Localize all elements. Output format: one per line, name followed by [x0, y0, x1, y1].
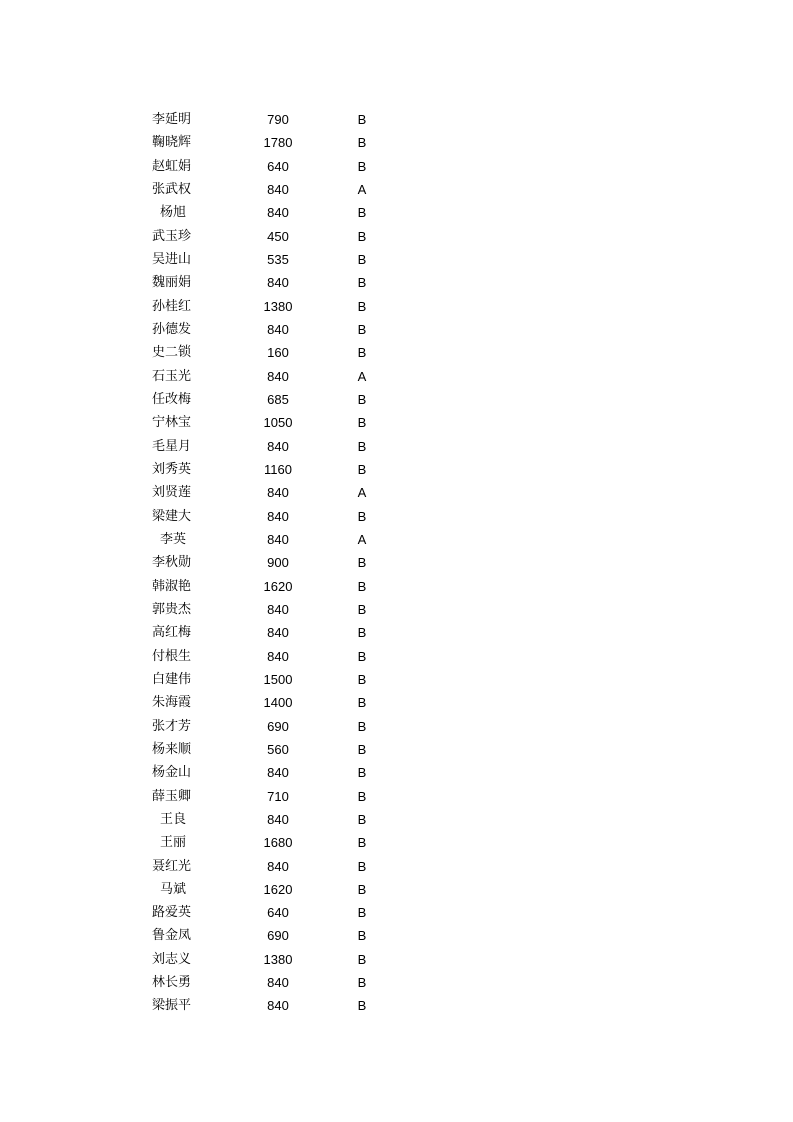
grade-cell: B [357, 928, 367, 944]
table-row [0, 341, 793, 364]
amount-cell: 840 [267, 648, 289, 664]
table-row [0, 785, 793, 808]
grade-cell: B [357, 112, 367, 127]
amount-cell: 1620 [263, 881, 293, 897]
name-cell: 梁建大 [152, 508, 192, 524]
grade-cell: A [357, 368, 367, 384]
name-cell: 李英 [160, 531, 187, 547]
name-cell: 杨金山 [152, 765, 192, 781]
amount-cell: 1680 [263, 835, 293, 851]
table-row [0, 528, 793, 551]
grade-cell: B [357, 555, 367, 571]
amount-cell: 1780 [263, 135, 293, 151]
name-cell: 高红梅 [152, 625, 192, 641]
table-row [0, 365, 793, 388]
grade-cell: B [357, 765, 367, 781]
table-row [0, 108, 793, 131]
amount-cell: 840 [267, 275, 289, 291]
amount-cell: 840 [267, 321, 289, 337]
grade-cell: A [357, 485, 367, 501]
grade-cell: B [357, 671, 367, 687]
amount-cell: 535 [267, 251, 289, 267]
table-row [0, 505, 793, 528]
table-row [0, 225, 793, 248]
table-row [0, 621, 793, 644]
table-row [0, 738, 793, 761]
name-cell: 史二锁 [152, 345, 192, 361]
amount-cell: 710 [267, 788, 289, 804]
amount-cell: 840 [267, 205, 289, 221]
table-row [0, 645, 793, 668]
name-cell: 刘贤莲 [152, 485, 192, 501]
amount-cell: 690 [267, 928, 289, 944]
name-cell: 宁林宝 [152, 415, 192, 431]
table-row [0, 575, 793, 598]
grade-cell: B [357, 648, 367, 664]
amount-cell: 840 [267, 811, 289, 827]
table-row [0, 668, 793, 691]
grade-cell: B [357, 578, 367, 594]
grade-cell: B [357, 788, 367, 804]
amount-cell: 560 [267, 741, 289, 757]
table-row [0, 971, 793, 994]
grade-cell: B [357, 625, 367, 641]
grade-cell: B [357, 135, 367, 151]
table-row [0, 761, 793, 784]
name-cell: 薛玉卿 [152, 788, 192, 804]
name-cell: 李延明 [152, 112, 192, 127]
table-row [0, 551, 793, 574]
table-row [0, 831, 793, 854]
amount-cell: 1380 [263, 951, 293, 967]
amount-cell: 790 [267, 112, 289, 127]
name-cell: 孙桂红 [152, 298, 192, 314]
grade-cell: B [357, 975, 367, 991]
table-row [0, 435, 793, 458]
amount-cell: 1050 [263, 415, 293, 431]
name-cell: 聂红光 [152, 858, 192, 874]
name-cell: 王良 [160, 811, 187, 827]
table-row [0, 388, 793, 411]
amount-cell: 690 [267, 718, 289, 734]
amount-cell: 840 [267, 181, 289, 197]
name-cell: 鞠晓辉 [152, 135, 192, 151]
name-cell: 朱海霞 [152, 695, 192, 711]
table-row [0, 715, 793, 738]
name-cell: 鲁金凤 [152, 928, 192, 944]
grade-cell: B [357, 741, 367, 757]
grade-cell: B [357, 438, 367, 454]
table-row [0, 178, 793, 201]
grade-cell: B [357, 508, 367, 524]
table-row [0, 994, 793, 1017]
amount-cell: 840 [267, 765, 289, 781]
amount-cell: 1380 [263, 298, 293, 314]
name-cell: 石玉光 [152, 368, 192, 384]
grade-cell: B [357, 391, 367, 407]
amount-cell: 1400 [263, 695, 293, 711]
grade-cell: B [357, 205, 367, 221]
table-row [0, 808, 793, 831]
amount-cell: 685 [267, 391, 289, 407]
name-cell: 杨来顺 [152, 741, 192, 757]
name-cell: 刘志义 [152, 951, 192, 967]
table-row [0, 318, 793, 341]
amount-cell: 840 [267, 975, 289, 991]
amount-cell: 840 [267, 601, 289, 617]
grade-cell: B [357, 415, 367, 431]
grade-cell: B [357, 321, 367, 337]
name-cell: 王丽 [160, 835, 187, 851]
name-cell: 韩淑艳 [152, 578, 192, 594]
name-cell: 吴进山 [152, 251, 192, 267]
table-row [0, 271, 793, 294]
grade-cell: B [357, 345, 367, 361]
amount-cell: 840 [267, 858, 289, 874]
name-cell: 毛星月 [152, 438, 192, 454]
grade-cell: B [357, 275, 367, 291]
grade-cell: B [357, 298, 367, 314]
grade-cell: B [357, 905, 367, 921]
data-table [0, 108, 793, 1018]
amount-cell: 1500 [263, 671, 293, 687]
table-row [0, 295, 793, 318]
name-cell: 任改梅 [152, 391, 192, 407]
table-row [0, 948, 793, 971]
grade-cell: B [357, 158, 367, 174]
grade-cell: B [357, 718, 367, 734]
amount-cell: 1160 [264, 461, 292, 477]
grade-cell: B [357, 811, 367, 827]
name-cell: 马斌 [160, 881, 187, 897]
amount-cell: 840 [267, 998, 289, 1014]
name-cell: 李秋勋 [152, 555, 192, 571]
name-cell: 张才芳 [152, 718, 192, 734]
name-cell: 郭贵杰 [152, 601, 192, 617]
name-cell: 魏丽娟 [152, 275, 192, 291]
amount-cell: 160 [267, 345, 289, 361]
grade-cell: A [357, 531, 367, 547]
name-cell: 白建伟 [152, 671, 192, 687]
grade-cell: B [357, 835, 367, 851]
table-row [0, 458, 793, 481]
name-cell: 路爱英 [152, 905, 192, 921]
name-cell: 孙德发 [152, 321, 192, 337]
amount-cell: 640 [267, 158, 289, 174]
amount-cell: 840 [267, 508, 289, 524]
name-cell: 林长勇 [152, 975, 192, 991]
table-row [0, 131, 793, 154]
grade-cell: B [357, 695, 367, 711]
table-row [0, 691, 793, 714]
name-cell: 赵虹娟 [152, 158, 192, 174]
amount-cell: 840 [267, 368, 289, 384]
grade-cell: B [357, 461, 367, 477]
table-row [0, 855, 793, 878]
grade-cell: B [357, 251, 367, 267]
table-row [0, 598, 793, 621]
table-row [0, 481, 793, 504]
name-cell: 刘秀英 [152, 461, 192, 477]
name-cell: 杨旭 [160, 205, 187, 221]
name-cell: 付根生 [152, 648, 192, 664]
amount-cell: 450 [267, 228, 289, 244]
name-cell: 张武权 [152, 181, 192, 197]
grade-cell: B [357, 228, 367, 244]
amount-cell: 1620 [263, 578, 293, 594]
amount-cell: 640 [267, 905, 289, 921]
table-row [0, 901, 793, 924]
name-cell: 武玉珍 [152, 228, 192, 244]
grade-cell: B [357, 881, 367, 897]
table-row [0, 201, 793, 224]
grade-cell: B [357, 858, 367, 874]
name-cell: 梁振平 [152, 998, 192, 1014]
table-row [0, 878, 793, 901]
grade-cell: A [357, 181, 367, 197]
table-row [0, 248, 793, 271]
amount-cell: 840 [267, 625, 289, 641]
table-row [0, 155, 793, 178]
grade-cell: B [357, 601, 367, 617]
grade-cell: B [357, 998, 367, 1014]
table-row [0, 411, 793, 434]
amount-cell: 840 [267, 531, 289, 547]
amount-cell: 840 [267, 438, 289, 454]
amount-cell: 840 [267, 485, 289, 501]
table-row [0, 924, 793, 947]
grade-cell: B [357, 951, 367, 967]
amount-cell: 900 [267, 555, 289, 571]
